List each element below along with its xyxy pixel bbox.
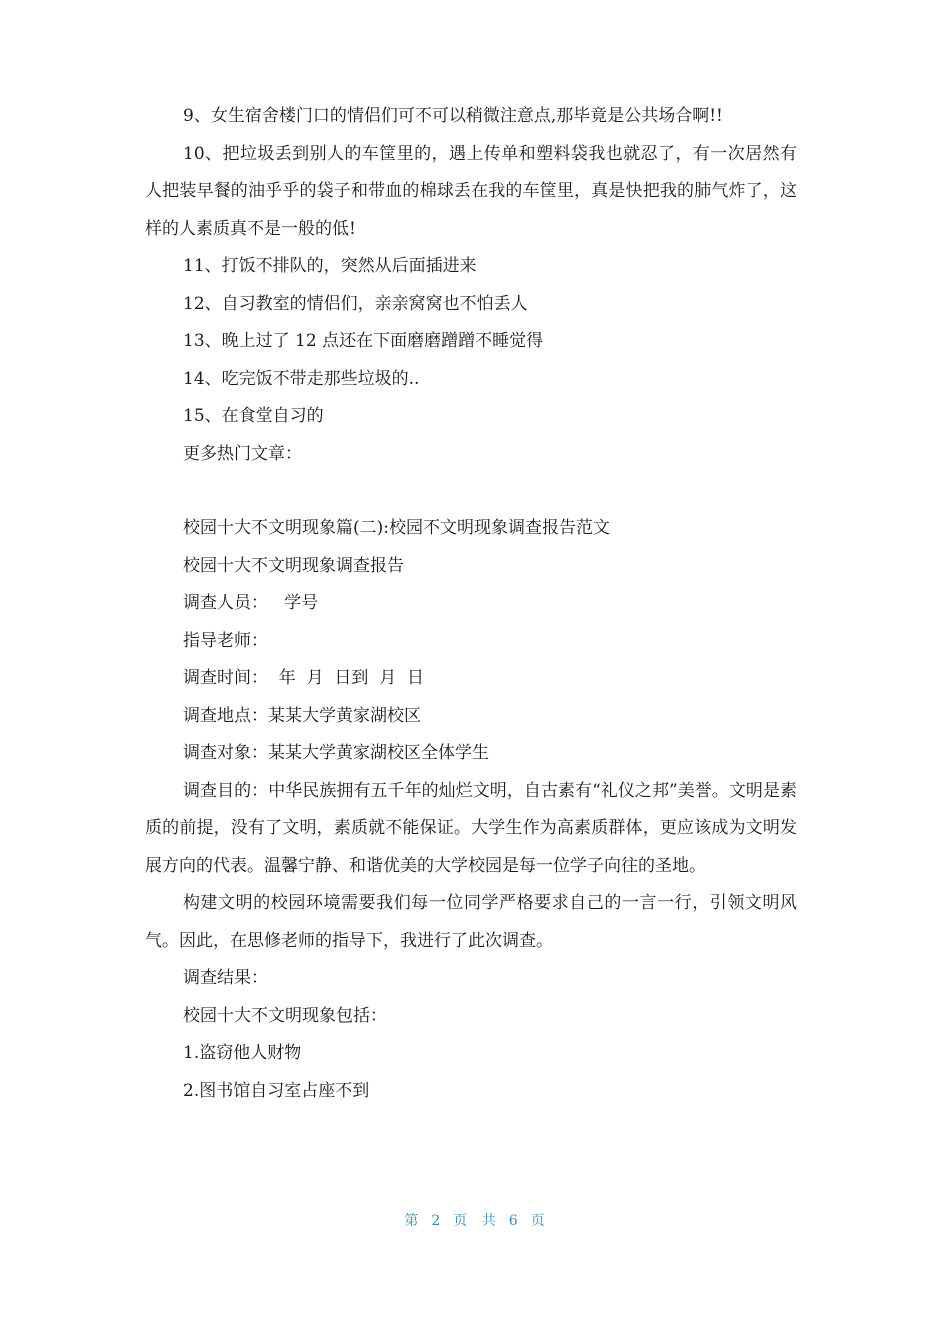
paragraph: 调查对象：某某大学黄家湖校区全体学生: [183, 743, 489, 763]
paragraph: 调查人员： 学号: [183, 593, 319, 613]
section-title: 校园十大不文明现象篇(二):校园不文明现象调查报告范文: [183, 518, 610, 538]
paragraph: 校园十大不文明现象包括：: [183, 1005, 387, 1026]
paragraph: 调查时间： 年 月 日到 月 日: [183, 668, 425, 688]
list-item: 1.盗窃他人财物: [183, 1043, 302, 1063]
paragraph: 调查目的：中华民族拥有五千年的灿烂文明，自古素有“礼仪之邦”美誉。文明是素质的前提，没有了文明，素质就不能保证。大学生作为高素质群体，更应该成为文明发展方向的代表。温馨宁静、和谐优美的大学校园是每一位学子向往的圣地。: [145, 780, 797, 876]
paragraph: 13、晚上过了 12 点还在下面磨磨蹭蹭不睡觉得: [183, 331, 544, 351]
footer-ye-gong: 页 共: [453, 1213, 497, 1229]
paragraph: 构建文明的校园环境需要我们每一位同学严格要求自己的一言一行，引领文明风气。因此，在思修老师的指导下，我进行了此次调查。: [145, 893, 797, 951]
paragraph: 15、在食堂自习的: [183, 406, 324, 426]
paragraph: 9、女生宿舍楼门口的情侣们可不可以稍微注意点,那毕竟是公共场合啊!!: [183, 106, 723, 126]
report-title: 校园十大不文明现象调查报告: [183, 555, 404, 576]
paragraph: 12、自习教室的情侣们，亲亲窝窝也不怕丢人: [183, 293, 528, 314]
paragraph: 10、把垃圾丢到别人的车筐里的，遇上传单和塑料袋我也就忍了，有一次居然有人把装早餐的油乎乎的袋子和带血的棉球丢在我的车筐里，真是快把我的肺气炸了，这样的人素质真不是一般的低!: [145, 143, 797, 239]
page-footer: [0, 1210, 950, 1230]
list-item: 2.图书馆自习室占座不到: [183, 1080, 370, 1101]
footer-di: 第: [404, 1213, 420, 1229]
more-articles-label: 更多热门文章：: [183, 443, 302, 464]
paragraph: 11、打饭不排队的，突然从后面插进来: [183, 256, 477, 276]
paragraph: 调查结果：: [183, 968, 268, 988]
footer-total-pages: 6: [508, 1213, 519, 1229]
paragraph: 调查地点：某某大学黄家湖校区: [183, 705, 421, 726]
document-body: [145, 98, 797, 1110]
footer-page-number: 2: [431, 1213, 442, 1229]
paragraph: 14、吃完饭不带走那些垃圾的..: [183, 368, 420, 389]
paragraph: 指导老师：: [183, 630, 268, 651]
footer-ye: 页: [530, 1213, 546, 1229]
blank-line: [145, 473, 797, 510]
